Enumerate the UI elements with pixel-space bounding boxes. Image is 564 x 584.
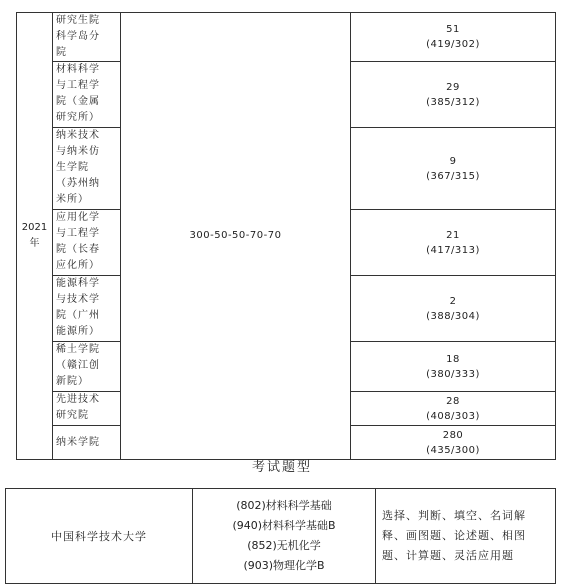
admitted-count: 9 xyxy=(449,155,457,167)
question-types-cell xyxy=(376,489,556,584)
exam-subject: (903)物理化学B xyxy=(243,559,325,572)
score-ratio: (435/300) xyxy=(426,444,480,456)
college-cell xyxy=(53,62,121,128)
college-name-line: 院（长春 xyxy=(56,244,100,255)
college-name-line: 纳米技术 xyxy=(56,130,100,141)
table-row xyxy=(6,489,556,584)
exam-subject: (940)材料科学基础B xyxy=(232,519,336,532)
admitted-count: 28 xyxy=(446,395,460,407)
university-name: 中国科学技术大学 xyxy=(51,530,147,543)
score-ratio: (408/303) xyxy=(426,410,480,422)
admission-count-cell xyxy=(351,426,556,460)
admissions-table xyxy=(16,12,556,460)
year-text: 2021 年 xyxy=(21,222,48,249)
college-cell xyxy=(53,128,121,210)
admitted-count: 280 xyxy=(442,429,464,441)
college-name-line: 研究院 xyxy=(56,410,89,421)
college-name-line: 与纳米仿 xyxy=(56,146,100,157)
score-line-text: 300-50-50-70-70 xyxy=(189,230,282,241)
score-ratio: (388/304) xyxy=(426,310,480,322)
college-name-line: 科学岛分 xyxy=(56,31,100,42)
score-ratio: (417/313) xyxy=(426,244,480,256)
year-cell xyxy=(17,13,53,460)
admission-count-cell xyxy=(351,210,556,276)
admitted-count: 18 xyxy=(446,353,460,365)
university-cell xyxy=(6,489,193,584)
admission-count-cell xyxy=(351,128,556,210)
admission-count-cell xyxy=(351,13,556,62)
exam-format-table xyxy=(5,488,556,584)
college-name-line: 能源科学 xyxy=(56,278,100,289)
college-name-line: 研究所） xyxy=(56,112,100,123)
admission-count-cell xyxy=(351,342,556,392)
college-name-line: 材料科学 xyxy=(56,64,100,75)
college-cell xyxy=(53,342,121,392)
college-name-line: 院 xyxy=(56,47,67,58)
score-ratio: (380/333) xyxy=(426,368,480,380)
exam-subject: (852)无机化学 xyxy=(247,539,321,552)
admitted-count: 21 xyxy=(446,229,460,241)
college-name-line: 新院） xyxy=(56,376,89,387)
college-name-line: 与工程学 xyxy=(56,80,100,91)
college-name-line: （赣江创 xyxy=(56,360,100,371)
college-name-line: 院（广州 xyxy=(56,310,100,321)
table-row xyxy=(17,13,556,62)
exam-subject: (802)材料科学基础 xyxy=(236,499,332,512)
college-name-line: （苏州纳 xyxy=(56,178,100,189)
college-name-line: 米所） xyxy=(56,194,89,205)
score-ratio: (385/312) xyxy=(426,96,480,108)
admitted-count: 51 xyxy=(446,24,460,35)
admission-count-cell xyxy=(351,392,556,426)
section-heading: 考试题型 xyxy=(251,460,312,475)
question-types-text: 选择、判断、填空、名词解释、画图题、论述题、相图题、计算题、灵活应用题 xyxy=(382,509,526,562)
exam-subjects-cell xyxy=(193,489,376,584)
college-name-line: 纳米学院 xyxy=(56,436,100,448)
college-cell xyxy=(53,210,121,276)
college-name-line: 先进技术 xyxy=(56,394,100,405)
score-line-cell xyxy=(121,13,351,460)
college-name-line: 应化所） xyxy=(56,260,100,271)
admitted-count: 29 xyxy=(446,81,460,93)
score-ratio: (367/315) xyxy=(426,170,480,182)
college-cell xyxy=(53,426,121,460)
college-name-line: 院（金属 xyxy=(56,96,100,107)
college-name-line: 应用化学 xyxy=(56,212,100,223)
college-name-line: 稀土学院 xyxy=(56,344,100,355)
admission-count-cell xyxy=(351,276,556,342)
college-name-line: 研究生院 xyxy=(56,15,100,26)
score-ratio: (419/302) xyxy=(426,39,480,50)
college-name-line: 能源所） xyxy=(56,326,100,337)
college-cell xyxy=(53,392,121,426)
college-cell xyxy=(53,276,121,342)
college-name-line: 与技术学 xyxy=(56,294,100,305)
college-name-line: 生学院 xyxy=(56,162,89,173)
college-cell xyxy=(53,13,121,62)
college-name-line: 与工程学 xyxy=(56,228,100,239)
admitted-count: 2 xyxy=(449,295,457,307)
admission-count-cell xyxy=(351,62,556,128)
